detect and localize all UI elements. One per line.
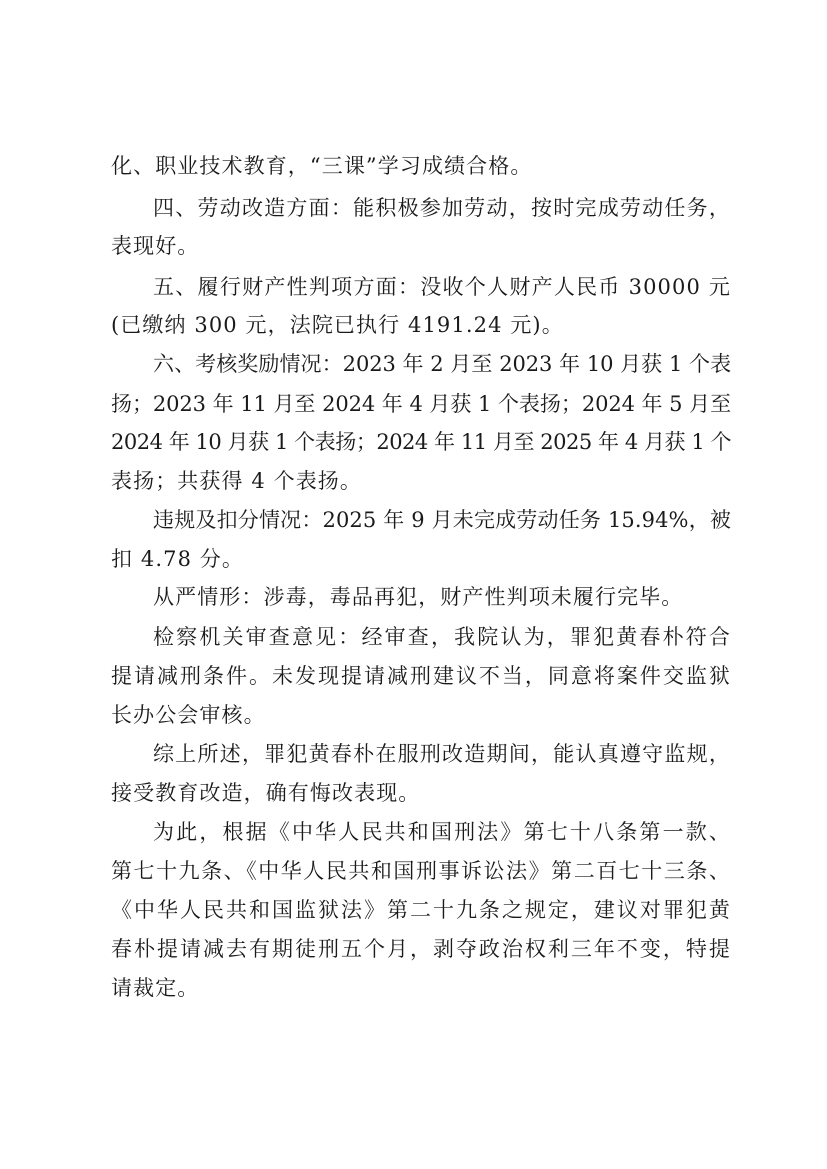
text-line: 表现好。	[111, 234, 200, 258]
text-line: 四、劳动改造方面：能积极参加劳动，按时完成劳动任务，	[153, 196, 731, 220]
text-line: 违规及扣分情况：2025 年 9 月未完成劳动任务 15.94%，被	[153, 508, 731, 532]
text-line: 第七十九条、《中华人民共和国刑事诉讼法》第二百七十三条、	[111, 859, 731, 883]
text-line: 提请减刑条件。未发现提请减刑建议不当，同意将案件交监狱	[111, 664, 731, 688]
text-line: (已缴纳 300 元，法院已执行 4191.24 元)。	[111, 313, 564, 337]
text-line: 《中华人民共和国监狱法》第二十九条之规定，建议对罪犯黄	[111, 898, 731, 922]
text-line: 请裁定。	[111, 976, 200, 1000]
text-line: 2024 年 10 月获 1 个表扬；2024 年 11 月至 2025 年 4 月获 1 个	[111, 430, 731, 454]
text-line: 六、考核奖励情况：2023 年 2 月至 2023 年 10 月获 1 个表	[153, 352, 731, 376]
text-line: 扬；2023 年 11 月至 2024 年 4 月获 1 个表扬；2024 年 5 月至	[111, 392, 731, 416]
text-line: 综上所述，罪犯黄春朴在服刑改造期间，能认真遵守监规，	[153, 742, 731, 766]
text-line: 接受教育改造，确有悔改表现。	[111, 781, 421, 805]
text-line: 表扬；共获得 4 个表扬。	[111, 469, 363, 493]
text-line: 化、职业技术教育，“三课”学习成绩合格。	[111, 154, 533, 178]
text-line: 春朴提请减去有期徒刑五个月，剥夺政治权利三年不变，特提	[111, 937, 731, 961]
text-line: 扣 4.78 分。	[111, 547, 245, 571]
text-line: 五、履行财产性判项方面：没收个人财产人民币 30000 元	[153, 275, 731, 299]
text-line: 为此，根据《中华人民共和国刑法》第七十八条第一款、	[153, 820, 731, 844]
text-line: 从严情形：涉毒，毒品再犯，财产性判项未履行完毕。	[153, 585, 684, 609]
text-line: 检察机关审查意见：经审查，我院认为，罪犯黄春朴符合	[153, 625, 731, 649]
text-line: 长办公会审核。	[111, 703, 266, 727]
